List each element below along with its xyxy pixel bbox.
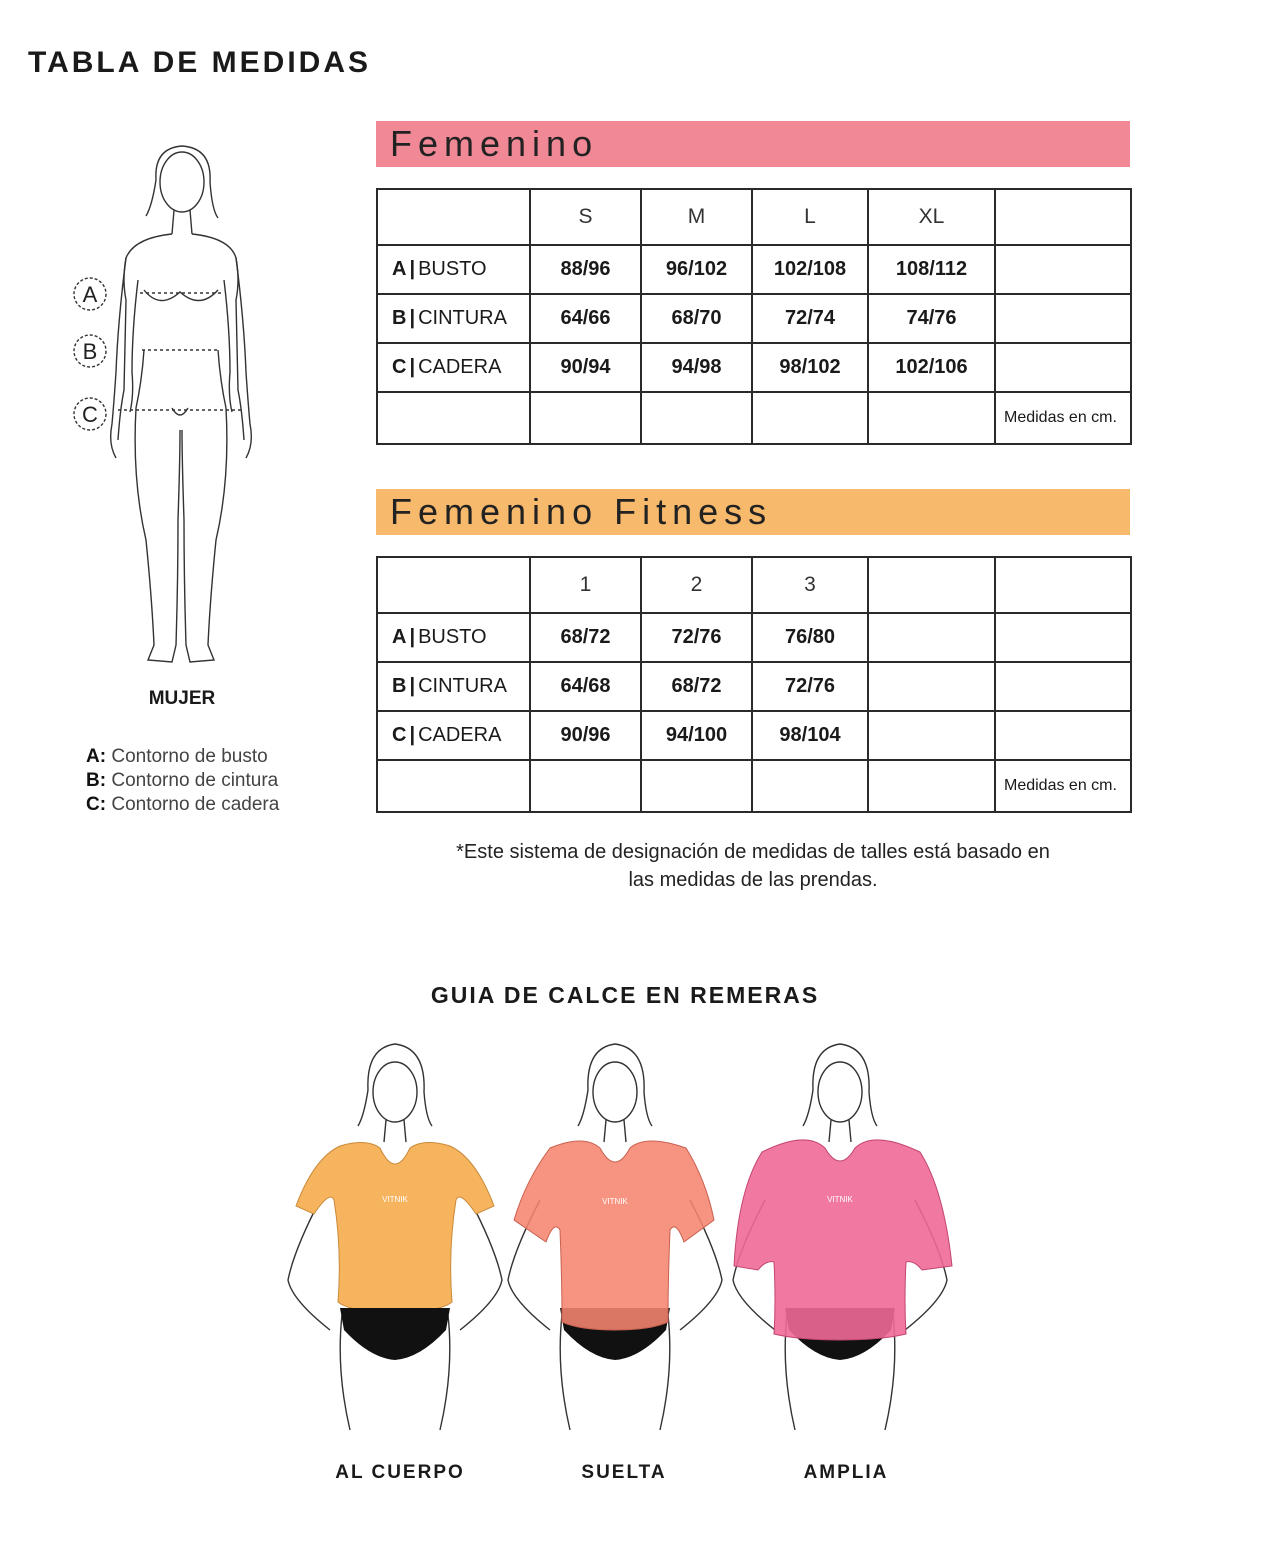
table-cell: 72/74: [752, 294, 868, 343]
table-header-row: [377, 557, 1131, 613]
fit-figure-amplia: [722, 1030, 962, 1430]
table-cell: [868, 613, 995, 662]
table-cell: 94/100: [641, 711, 752, 760]
table-cell: 96/102: [641, 245, 752, 294]
size-header: XL: [868, 189, 995, 245]
row-code: B: [392, 675, 407, 697]
row-label: B | CINTURA: [377, 294, 530, 343]
table-cell: [641, 392, 752, 444]
page-title: TABLA DE MEDIDAS: [28, 46, 371, 79]
row-name: CINTURA: [418, 307, 507, 329]
legend-item-b: [86, 770, 278, 792]
table-cell: [995, 613, 1131, 662]
table-cell: 90/94: [530, 343, 641, 392]
table-cell: 68/72: [641, 662, 752, 711]
table-cell: 88/96: [530, 245, 641, 294]
legend-text: Contorno de cintura: [111, 770, 279, 791]
fit-label-suelta: SUELTA: [581, 1462, 667, 1483]
table-cell: 102/106: [868, 343, 995, 392]
row-label: C | CADERA: [377, 343, 530, 392]
table-cell: 68/70: [641, 294, 752, 343]
section-title-fitness: Femenino Fitness: [376, 489, 1130, 535]
table-cell: 102/108: [752, 245, 868, 294]
table-cell: 64/66: [530, 294, 641, 343]
woman-body-figure: [60, 140, 280, 680]
size-header: L: [752, 189, 868, 245]
legend-key: C:: [86, 794, 107, 815]
table-cell: 74/76: [868, 294, 995, 343]
size-table-femenino: [376, 188, 1132, 445]
table-row: [377, 613, 1131, 662]
units-note: Medidas en cm.: [995, 392, 1131, 444]
table-footer-row: [377, 760, 1131, 812]
figure-caption: MUJER: [148, 688, 216, 709]
shirt: [734, 1140, 952, 1340]
brand-logo: VITNIK: [602, 1197, 628, 1206]
table-header-row: [377, 189, 1131, 245]
table-cell: 108/112: [868, 245, 995, 294]
row-name: BUSTO: [418, 626, 487, 648]
row-code: A: [392, 626, 407, 648]
row-code: A: [392, 258, 407, 280]
table-cell: 64/68: [530, 662, 641, 711]
fit-label-al-cuerpo: AL CUERPO: [335, 1462, 465, 1483]
table-row: [377, 711, 1131, 760]
fit-figure-suelta: [500, 1030, 730, 1430]
section-title-femenino: Femenino: [376, 121, 1130, 167]
fit-label-amplia: AMPLIA: [803, 1462, 889, 1483]
table-cell: [995, 294, 1131, 343]
table-cell: [995, 557, 1131, 613]
row-name: BUSTO: [418, 258, 487, 280]
size-header: 2: [641, 557, 752, 613]
table-row: [377, 343, 1131, 392]
marker-b: B: [82, 339, 98, 364]
table-cell: [868, 662, 995, 711]
legend-text: Contorno de cadera: [111, 794, 280, 815]
footnote-line: las medidas de las prendas.: [628, 869, 878, 891]
fit-guide-title: GUIA DE CALCE EN REMERAS: [430, 982, 820, 1008]
table-cell: 98/104: [752, 711, 868, 760]
table-cell: [995, 245, 1131, 294]
size-table-fitness: [376, 556, 1132, 813]
size-header: S: [530, 189, 641, 245]
footnote-line: *Este sistema de designación de medidas de talles está basado en: [456, 841, 1050, 863]
table-cell: [377, 189, 530, 245]
table-cell: 94/98: [641, 343, 752, 392]
table-cell: [641, 760, 752, 812]
table-row: [377, 662, 1131, 711]
table-cell: [868, 711, 995, 760]
table-cell: [377, 557, 530, 613]
legend-item-a: [86, 746, 268, 768]
row-name: CADERA: [418, 356, 502, 378]
shirt: [296, 1142, 494, 1312]
units-note: Medidas en cm.: [995, 760, 1131, 812]
legend-key: B:: [86, 770, 107, 791]
briefs: [340, 1308, 450, 1360]
table-cell: 72/76: [752, 662, 868, 711]
row-name: CINTURA: [418, 675, 507, 697]
table-cell: 68/72: [530, 613, 641, 662]
legend-item-c: [86, 794, 279, 816]
table-cell: [377, 760, 530, 812]
table-cell: [752, 392, 868, 444]
brand-logo: VITNIK: [382, 1195, 408, 1204]
table-cell: [995, 711, 1131, 760]
table-cell: 98/102: [752, 343, 868, 392]
row-label: B | CINTURA: [377, 662, 530, 711]
table-cell: [995, 189, 1131, 245]
table-cell: 76/80: [752, 613, 868, 662]
row-code: B: [392, 307, 407, 329]
table-cell: [868, 557, 995, 613]
shirt: [514, 1141, 714, 1330]
marker-c: C: [82, 402, 98, 427]
table-cell: 90/96: [530, 711, 641, 760]
footnote: [376, 838, 1130, 894]
table-cell: [995, 343, 1131, 392]
size-header: 3: [752, 557, 868, 613]
row-code: C: [392, 724, 407, 746]
row-code: C: [392, 356, 407, 378]
size-header: M: [641, 189, 752, 245]
table-row: [377, 245, 1131, 294]
table-cell: [530, 392, 641, 444]
table-cell: [868, 392, 995, 444]
row-label: C | CADERA: [377, 711, 530, 760]
table-cell: [752, 760, 868, 812]
legend-text: Contorno de busto: [111, 746, 268, 767]
fit-figure-al-cuerpo: [280, 1030, 510, 1430]
legend-key: A:: [86, 746, 107, 767]
marker-a: A: [82, 282, 98, 307]
row-label: A | BUSTO: [377, 245, 530, 294]
size-header: 1: [530, 557, 641, 613]
row-label: A | BUSTO: [377, 613, 530, 662]
brand-logo: VITNIK: [827, 1195, 853, 1204]
table-cell: [868, 760, 995, 812]
table-cell: [377, 392, 530, 444]
table-cell: [530, 760, 641, 812]
row-name: CADERA: [418, 724, 502, 746]
table-cell: 72/76: [641, 613, 752, 662]
table-row: [377, 294, 1131, 343]
table-footer-row: [377, 392, 1131, 444]
table-cell: [995, 662, 1131, 711]
